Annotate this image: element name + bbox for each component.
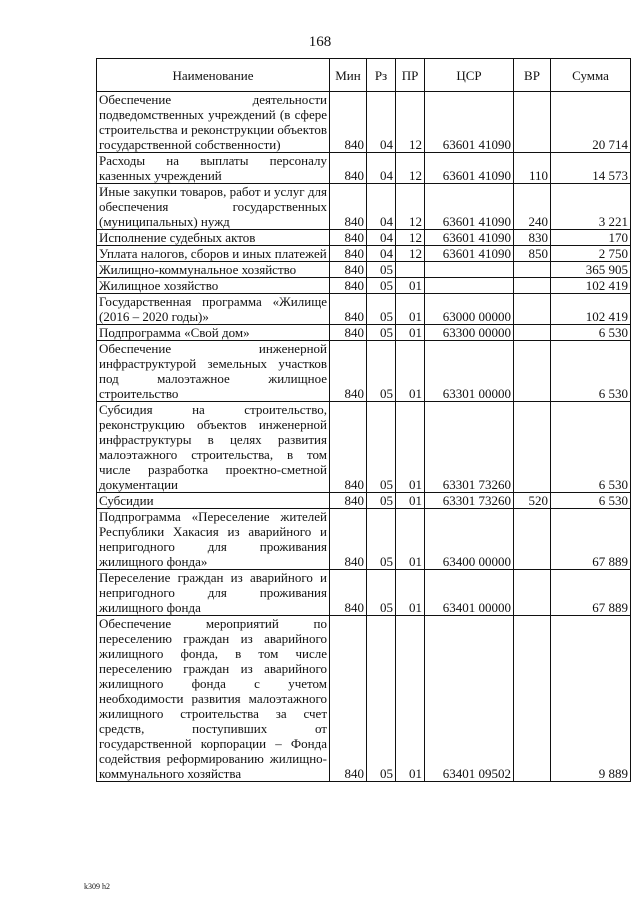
- row-name: Обеспечение инженерной инфраструктурой земельных участков под малоэтажное жилищное строительство: [97, 341, 330, 402]
- row-sum: 67 889: [551, 509, 631, 570]
- table-row: [97, 325, 631, 341]
- row-sum: 365 905: [551, 262, 631, 278]
- table-row: [97, 493, 631, 509]
- table-row: [97, 341, 631, 402]
- table-row: [97, 92, 631, 153]
- row-vr: 240: [514, 184, 551, 230]
- row-vr: [514, 570, 551, 616]
- row-min: 840: [330, 325, 367, 341]
- row-csr: 63601 41090: [425, 92, 514, 153]
- table-row: [97, 184, 631, 230]
- row-rz: 04: [367, 184, 396, 230]
- row-pr: 01: [396, 616, 425, 782]
- row-min: 840: [330, 92, 367, 153]
- row-name: Уплата налогов, сборов и иных платежей: [97, 246, 330, 262]
- row-sum: 9 889: [551, 616, 631, 782]
- row-min: 840: [330, 230, 367, 246]
- row-vr: 520: [514, 493, 551, 509]
- row-vr: [514, 278, 551, 294]
- table-row: [97, 509, 631, 570]
- row-rz: 05: [367, 278, 396, 294]
- row-csr: 63000 00000: [425, 294, 514, 325]
- row-pr: 01: [396, 509, 425, 570]
- row-rz: 04: [367, 153, 396, 184]
- row-vr: [514, 509, 551, 570]
- row-min: 840: [330, 246, 367, 262]
- table-row: [97, 153, 631, 184]
- row-csr: 63601 41090: [425, 230, 514, 246]
- row-csr: 63401 00000: [425, 570, 514, 616]
- table-body: [97, 92, 631, 782]
- row-rz: 05: [367, 262, 396, 278]
- row-min: 840: [330, 294, 367, 325]
- header-rz: Рз: [367, 59, 396, 92]
- row-rz: 05: [367, 402, 396, 493]
- row-rz: 05: [367, 493, 396, 509]
- page-number: 168: [308, 34, 332, 50]
- row-min: 840: [330, 184, 367, 230]
- row-pr: 01: [396, 278, 425, 294]
- row-csr: [425, 262, 514, 278]
- row-vr: 110: [514, 153, 551, 184]
- row-name: Расходы на выплаты персоналу казенных учреждений: [97, 153, 330, 184]
- row-pr: 01: [396, 341, 425, 402]
- row-vr: 830: [514, 230, 551, 246]
- header-row: [97, 59, 631, 92]
- row-pr: 01: [396, 402, 425, 493]
- row-pr: 01: [396, 493, 425, 509]
- row-name: Субсидия на строительство, реконструкцию объектов инженерной инфраструктуры в целях развития малоэтажного строительства, в том числе разработка проектно-сметной документации: [97, 402, 330, 493]
- row-sum: 170: [551, 230, 631, 246]
- row-sum: 6 530: [551, 493, 631, 509]
- row-csr: 63301 73260: [425, 493, 514, 509]
- row-name: Жилищно-коммунальное хозяйство: [97, 262, 330, 278]
- row-pr: 01: [396, 294, 425, 325]
- row-sum: 3 221: [551, 184, 631, 230]
- budget-table: [96, 58, 631, 782]
- row-vr: [514, 325, 551, 341]
- row-min: 840: [330, 493, 367, 509]
- row-sum: 2 750: [551, 246, 631, 262]
- row-csr: 63601 41090: [425, 153, 514, 184]
- row-pr: 12: [396, 153, 425, 184]
- document-code: k309 h2: [84, 882, 110, 891]
- row-sum: 102 419: [551, 294, 631, 325]
- row-vr: [514, 92, 551, 153]
- header-csr: ЦСР: [425, 59, 514, 92]
- row-sum: 6 530: [551, 402, 631, 493]
- row-rz: 04: [367, 230, 396, 246]
- row-pr: 01: [396, 325, 425, 341]
- row-csr: 63300 00000: [425, 325, 514, 341]
- row-sum: 102 419: [551, 278, 631, 294]
- row-min: 840: [330, 278, 367, 294]
- row-vr: [514, 402, 551, 493]
- row-sum: 14 573: [551, 153, 631, 184]
- header-pr: ПР: [396, 59, 425, 92]
- row-csr: 63400 00000: [425, 509, 514, 570]
- row-name: Жилищное хозяйство: [97, 278, 330, 294]
- row-csr: 63601 41090: [425, 246, 514, 262]
- row-min: 840: [330, 341, 367, 402]
- row-name: Обеспечение деятельности подведомственных учреждений (в сфере строительства и реконструкции объектов государственной собственности): [97, 92, 330, 153]
- row-min: 840: [330, 509, 367, 570]
- row-name: Иные закупки товаров, работ и услуг для обеспечения государственных (муниципальных) нужд: [97, 184, 330, 230]
- header-name: Наименование: [97, 59, 330, 92]
- row-min: 840: [330, 153, 367, 184]
- row-pr: 12: [396, 184, 425, 230]
- row-vr: [514, 294, 551, 325]
- row-csr: 63401 09502: [425, 616, 514, 782]
- row-name: Подпрограмма «Свой дом»: [97, 325, 330, 341]
- row-rz: 05: [367, 294, 396, 325]
- row-vr: [514, 341, 551, 402]
- row-csr: 63301 00000: [425, 341, 514, 402]
- table-row: [97, 246, 631, 262]
- row-name: Подпрограмма «Переселение жителей Республики Хакасия из аварийного и непригодного для проживания жилищного фонда»: [97, 509, 330, 570]
- row-pr: 12: [396, 92, 425, 153]
- row-csr: 63601 41090: [425, 184, 514, 230]
- row-pr: 01: [396, 570, 425, 616]
- row-name: Исполнение судебных актов: [97, 230, 330, 246]
- row-vr: [514, 262, 551, 278]
- row-name: Субсидии: [97, 493, 330, 509]
- header-sum: Сумма: [551, 59, 631, 92]
- row-min: 840: [330, 402, 367, 493]
- row-pr: 12: [396, 230, 425, 246]
- row-sum: 20 714: [551, 92, 631, 153]
- row-sum: 67 889: [551, 570, 631, 616]
- row-sum: 6 530: [551, 341, 631, 402]
- row-min: 840: [330, 570, 367, 616]
- row-csr: 63301 73260: [425, 402, 514, 493]
- row-rz: 04: [367, 246, 396, 262]
- table-row: [97, 570, 631, 616]
- row-csr: [425, 278, 514, 294]
- row-vr: [514, 616, 551, 782]
- row-vr: 850: [514, 246, 551, 262]
- row-min: 840: [330, 616, 367, 782]
- table-row: [97, 262, 631, 278]
- row-name: Обеспечение мероприятий по переселению граждан из аварийного жилищного фонда, в том числе переселению граждан из аварийного жилищного фонда с учетом необходимости развития малоэтажного жилищного строительства за счет средств, поступивших от государственной корпорации – Фонда содействия реформированию жилищно-коммунального хозяйства: [97, 616, 330, 782]
- header-min: Мин: [330, 59, 367, 92]
- row-pr: [396, 262, 425, 278]
- row-rz: 05: [367, 325, 396, 341]
- table-row: [97, 616, 631, 782]
- table-row: [97, 294, 631, 325]
- table-row: [97, 278, 631, 294]
- row-rz: 04: [367, 92, 396, 153]
- row-sum: 6 530: [551, 325, 631, 341]
- row-rz: 05: [367, 616, 396, 782]
- row-name: Переселение граждан из аварийного и непригодного для проживания жилищного фонда: [97, 570, 330, 616]
- row-name: Государственная программа «Жилище (2016 – 2020 годы)»: [97, 294, 330, 325]
- header-vr: ВР: [514, 59, 551, 92]
- table-row: [97, 230, 631, 246]
- table-row: [97, 402, 631, 493]
- row-min: 840: [330, 262, 367, 278]
- row-rz: 05: [367, 509, 396, 570]
- row-rz: 05: [367, 341, 396, 402]
- row-rz: 05: [367, 570, 396, 616]
- row-pr: 12: [396, 246, 425, 262]
